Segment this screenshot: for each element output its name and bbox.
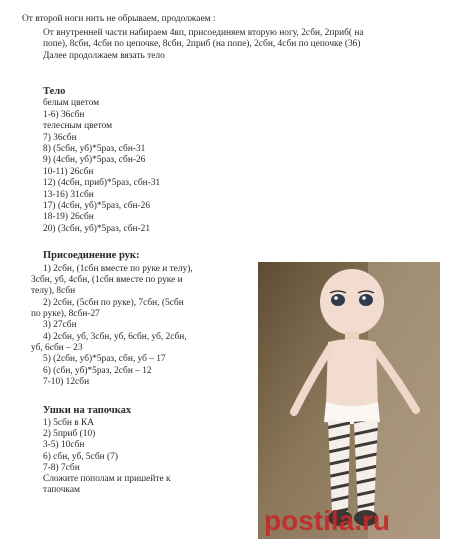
section-heading-ears: Ушки на тапочках [43,405,132,416]
pattern-line: 7-8) 7сбн [43,463,80,473]
pattern-line: 20) (3сбн, уб)*5раз, сбн-21 [43,224,151,234]
pattern-line: 8) (5сбн, уб)*5раз, сбн-31 [43,144,146,154]
pattern-line: 4) 2сбн, уб, 3сбн, уб, 6сбн, уб, 2сбн, [43,332,187,342]
pattern-line: белым цветом [43,98,100,108]
pattern-line: 1-6) 36сбн [43,110,85,120]
pattern-line: 3сбн, уб, 4сбн, (1сбн вместе по руке и [31,275,183,285]
pattern-line: 6) сбн, уб, 5сбн (7) [43,452,118,462]
doll-photo [258,262,440,539]
pattern-line: 6) (сбн, уб)*5раз, 2сбн – 12 [43,366,152,376]
pattern-line: 7-10) 12сбн [43,377,90,387]
pattern-line: тапочкам [43,485,80,495]
pattern-line: 5) (2сбн, уб)*5раз, сбн, уб – 17 [43,354,166,364]
intro-line: От второй ноги нить не обрываем, продолжаем : [22,14,216,24]
pattern-line: 3-5) 10сбн [43,440,85,450]
pattern-line: 10-11) 26сбн [43,167,94,177]
pattern-line: уб, 6сбн – 23 [31,343,83,353]
doll-illustration [258,262,440,539]
pattern-line: 18-19) 26сбн [43,212,94,222]
intro-line: попе), 8сбн, 4сбн по цепочке, 8сбн, 2приб (на попе), 2сбн, 4сбн по цепочке (36) [43,39,361,49]
pattern-line: 2) 2сбн, (5сбн по руке), 7сбн, (5сбн [43,298,184,308]
pattern-line: 3) 27сбн [43,320,77,330]
pattern-line: Сложите пополам и пришейте к [43,474,171,484]
watermark-text: postila.ru [264,505,391,536]
pattern-line: 2) 5приб (10) [43,429,96,439]
pattern-line: телу), 8сбн [31,286,76,296]
pattern-line: 13-16) 31сбн [43,190,94,200]
section-heading-body: Тело [43,86,66,97]
pattern-line: телесным цветом [43,121,113,131]
pattern-line: 12) (4сбн, приб)*5раз, сбн-31 [43,178,161,188]
pattern-line: 9) (4сбн, уб)*5раз, сбн-26 [43,155,146,165]
intro-line: От внутренней части набираем 4вп, присоединяем вторую ногу, 2сбн, 2приб( на [43,28,364,38]
section-heading-arms: Присоединение рук: [43,250,140,261]
pattern-line: 7) 36сбн [43,133,77,143]
intro-line: Далее продолжаем вязать тело [43,51,165,61]
pattern-line: 17) (4сбн, уб)*5раз, сбн-26 [43,201,151,211]
pattern-line: 1) 5сбн в КА [43,418,95,428]
pattern-line: по руке), 8сбн-27 [31,309,100,319]
pattern-line: 1) 2сбн, (1сбн вместе по руке и телу), [43,264,193,274]
